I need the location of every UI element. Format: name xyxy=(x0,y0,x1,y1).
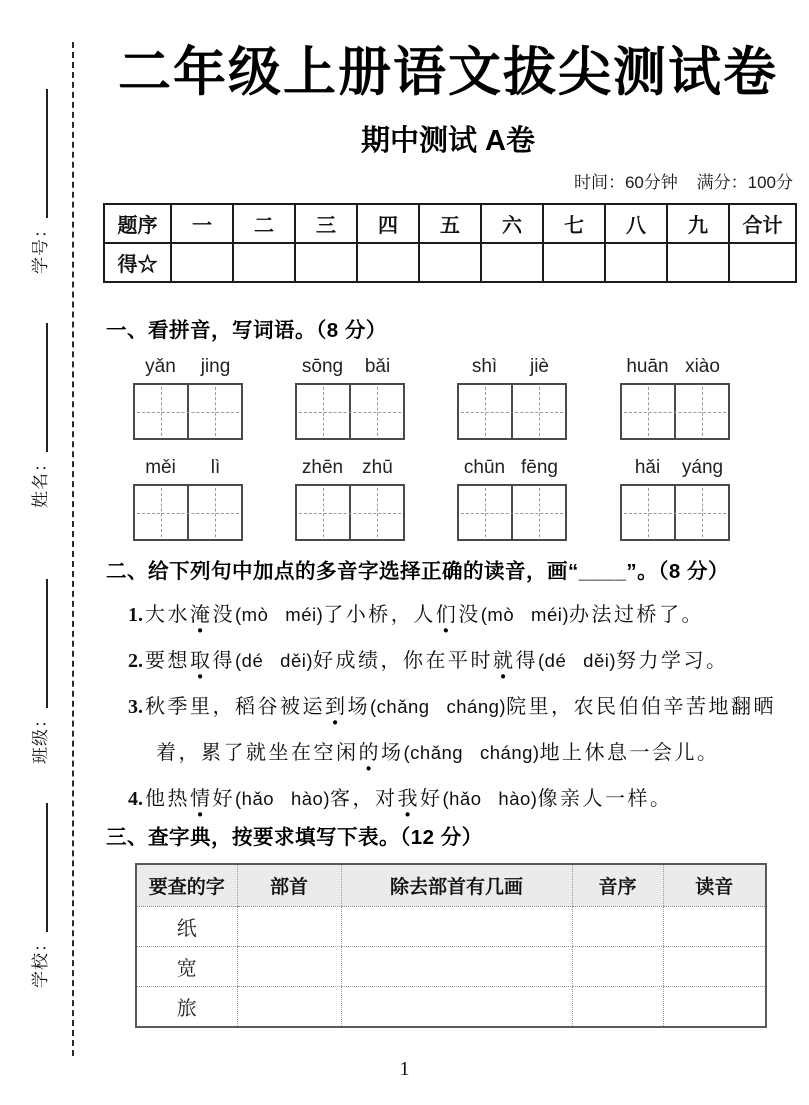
writing-box xyxy=(457,383,567,440)
sentence-item-1 xyxy=(128,592,808,638)
score-col-header: 二 xyxy=(233,204,295,243)
sentence-text: 好成绩，你在平时就 xyxy=(313,650,516,672)
score-total-header: 合计 xyxy=(729,204,796,243)
score-col-header: 七 xyxy=(543,204,605,243)
pinyin-options[interactable]: (mò méi) xyxy=(480,604,569,625)
sentence-text: 努力学习。 xyxy=(616,650,729,672)
score-cell[interactable] xyxy=(171,243,233,282)
sentence-number: 3. xyxy=(128,696,143,718)
pinyin-syllable: sōng xyxy=(301,356,344,377)
pinyin-syllable: hǎi xyxy=(634,457,661,478)
dict-answer-cell[interactable] xyxy=(663,987,766,1028)
sentence-text: 像亲人一样。 xyxy=(537,788,673,810)
sentence-text: 院里，农民伯伯辛苦地翻晒 xyxy=(506,696,777,718)
score-cell[interactable] xyxy=(295,243,357,282)
paper-title: 二年级上册语文拔尖测试卷 xyxy=(118,43,778,102)
pinyin-label xyxy=(295,356,405,380)
score-col-header: 六 xyxy=(481,204,543,243)
full-score: 满分：100分 xyxy=(696,173,793,192)
dict-answer-cell[interactable] xyxy=(237,987,341,1028)
writing-cell[interactable] xyxy=(674,486,728,539)
pinyin-options[interactable]: (chǎng cháng) xyxy=(403,742,540,763)
pinyin-label xyxy=(133,356,243,380)
sidebar-field-label: 姓名： xyxy=(31,454,50,508)
pinyin-word-group xyxy=(133,457,243,541)
polyphone-char: 好 xyxy=(419,788,443,810)
writing-box xyxy=(133,383,243,440)
score-col-header: 八 xyxy=(605,204,667,243)
score-cell[interactable] xyxy=(357,243,419,282)
sidebar-field-1 xyxy=(14,89,52,274)
score-col-header: 五 xyxy=(419,204,481,243)
pinyin-options[interactable]: (chǎng cháng) xyxy=(370,696,507,717)
dict-answer-cell[interactable] xyxy=(237,947,341,987)
pinyin-word-group xyxy=(620,457,730,541)
score-col-header: 四 xyxy=(357,204,419,243)
page-number: 1 xyxy=(399,1058,410,1080)
pinyin-syllable: jing xyxy=(200,356,231,377)
score-cell[interactable] xyxy=(667,243,729,282)
pinyin-options[interactable]: (hǎo hào) xyxy=(442,788,538,809)
writing-cell[interactable] xyxy=(297,385,349,438)
writing-cell[interactable] xyxy=(622,486,674,539)
dict-answer-cell[interactable] xyxy=(663,947,766,987)
dict-answer-cell[interactable] xyxy=(341,947,572,987)
dictionary-table xyxy=(135,863,767,1028)
dict-col-header: 音序 xyxy=(572,864,663,907)
score-table xyxy=(103,203,797,283)
writing-box xyxy=(620,383,730,440)
pinyin-label xyxy=(457,457,567,481)
writing-box xyxy=(295,383,405,440)
dict-answer-cell[interactable] xyxy=(663,907,766,947)
writing-box xyxy=(620,484,730,541)
fill-in-line[interactable] xyxy=(46,323,48,452)
sentence-item-2 xyxy=(128,638,808,684)
score-col-header: 一 xyxy=(171,204,233,243)
sentence-text: 他热情 xyxy=(145,788,213,810)
pinyin-label xyxy=(295,457,405,481)
dict-lookup-char: 宽 xyxy=(136,947,237,987)
section2-heading: 二、给下列句中加点的多音字选择正确的读音，画“____”。（8 分） xyxy=(106,560,729,583)
dict-lookup-char: 旅 xyxy=(176,998,197,1020)
pinyin-syllable: zhēn xyxy=(301,457,344,478)
writing-cell[interactable] xyxy=(674,385,728,438)
sentence-text: 客，对我 xyxy=(329,788,420,810)
sentence-item-3 xyxy=(128,684,808,776)
sentence-text: 着，累了就坐在空闲的 xyxy=(156,742,381,764)
sentence-text: 办法过桥了。 xyxy=(569,604,704,626)
writing-cell[interactable] xyxy=(187,385,241,438)
sidebar-field-label: 班级： xyxy=(31,710,50,764)
writing-cell[interactable] xyxy=(511,486,565,539)
dict-col-header: 部首 xyxy=(237,864,341,907)
pinyin-syllable: měi xyxy=(145,457,176,478)
time-score-info xyxy=(560,168,793,193)
sentence-text: 秋季里，稻谷被运到 xyxy=(145,696,348,718)
score-cell[interactable] xyxy=(543,243,605,282)
polyphone-char: 得 xyxy=(515,650,539,672)
polyphone-char: 得 xyxy=(212,650,235,672)
pinyin-syllable: yǎn xyxy=(145,356,176,377)
sidebar-field-label: 学校： xyxy=(31,934,50,988)
pinyin-label xyxy=(620,356,730,380)
pinyin-syllable: lì xyxy=(210,457,221,478)
polyphone-char: 好 xyxy=(212,788,235,810)
pinyin-syllable: zhū xyxy=(362,457,393,478)
polyphone-char: 没 xyxy=(212,604,235,626)
pinyin-syllable: huān xyxy=(626,356,669,377)
pinyin-label xyxy=(133,457,243,481)
dict-table-row-2 xyxy=(136,947,766,987)
pinyin-label xyxy=(457,356,567,380)
pinyin-syllable: jiè xyxy=(529,356,549,377)
score-cell[interactable] xyxy=(233,243,295,282)
pinyin-options[interactable]: (hǎo hào) xyxy=(235,788,330,809)
sentence-number: 4. xyxy=(128,788,143,810)
dict-lookup-char: 纸 xyxy=(136,907,237,947)
section1-heading: 一、看拼音，写词语。（8 分） xyxy=(106,319,387,342)
writing-cell[interactable] xyxy=(511,385,565,438)
sidebar-field-label: 学号： xyxy=(31,220,50,274)
writing-cell[interactable] xyxy=(297,486,349,539)
dict-table-row-1 xyxy=(136,907,766,947)
writing-cell[interactable] xyxy=(459,385,511,438)
score-col-header: 三 xyxy=(295,204,357,243)
dict-answer-cell[interactable] xyxy=(572,907,663,947)
pinyin-options[interactable]: (dé děi) xyxy=(235,650,314,671)
fill-in-line[interactable] xyxy=(46,803,48,932)
sidebar-field-4 xyxy=(14,803,52,988)
sentence-text: 了小桥，人们 xyxy=(323,604,459,626)
score-row-label: 得☆ xyxy=(104,243,171,282)
pinyin-syllable: shì xyxy=(471,356,498,377)
sentence-item-4 xyxy=(128,776,808,822)
polyphone-char: 场 xyxy=(381,742,404,764)
seal-fold-line xyxy=(72,42,74,1056)
pinyin-options[interactable]: (dé děi) xyxy=(538,650,617,671)
dict-col-header: 除去部首有几画 xyxy=(341,864,572,907)
score-header-label: 题序 xyxy=(104,204,171,243)
dict-col-header: 要查的字 xyxy=(136,864,237,907)
writing-cell[interactable] xyxy=(187,486,241,539)
pinyin-options[interactable]: (mò méi) xyxy=(235,604,324,625)
pinyin-word-group xyxy=(295,356,405,440)
writing-box xyxy=(457,484,567,541)
score-table-score-row xyxy=(104,243,796,282)
writing-box xyxy=(133,484,243,541)
polyphone-char: 场 xyxy=(347,696,370,718)
sentence-number: 1. xyxy=(128,604,143,626)
sentence-text: 要想取 xyxy=(145,650,213,672)
dict-col-header: 读音 xyxy=(663,864,766,907)
pinyin-word-group xyxy=(457,356,567,440)
dict-answer-cell[interactable] xyxy=(341,907,572,947)
dict-answer-cell[interactable] xyxy=(572,947,663,987)
fill-in-line[interactable] xyxy=(46,89,48,218)
writing-cell[interactable] xyxy=(349,385,403,438)
sentence-number: 2. xyxy=(128,650,143,672)
dict-answer-cell[interactable] xyxy=(341,987,572,1028)
sidebar-field-3 xyxy=(14,579,52,764)
score-cell[interactable] xyxy=(729,243,796,282)
score-cell[interactable] xyxy=(419,243,481,282)
section3-heading: 三、查字典，按要求填写下表。（12 分） xyxy=(106,826,483,849)
sentence-text: 地上休息一会儿。 xyxy=(539,742,720,764)
dict-table-row-3 xyxy=(136,987,766,1028)
fill-in-line[interactable] xyxy=(46,579,48,708)
polyphone-char: 没 xyxy=(458,604,481,626)
writing-cell[interactable] xyxy=(135,385,187,438)
pinyin-label xyxy=(620,457,730,481)
score-cell[interactable] xyxy=(481,243,543,282)
sidebar-field-2 xyxy=(14,323,52,508)
sentence-text: 大水淹 xyxy=(145,604,213,626)
writing-box xyxy=(295,484,405,541)
dict-answer-cell[interactable] xyxy=(237,907,341,947)
pinyin-syllable: bǎi xyxy=(364,356,391,377)
writing-cell[interactable] xyxy=(622,385,674,438)
time-limit: 时间：60分钟 xyxy=(573,173,678,192)
pinyin-word-group xyxy=(295,457,405,541)
paper-subtitle: 期中测试 A卷 xyxy=(360,125,535,157)
score-cell[interactable] xyxy=(605,243,667,282)
writing-cell[interactable] xyxy=(349,486,403,539)
pinyin-syllable: yáng xyxy=(681,457,724,478)
score-table-header-row xyxy=(104,204,796,243)
pinyin-word-group xyxy=(133,356,243,440)
pinyin-word-group xyxy=(457,457,567,541)
dict-table-header-row xyxy=(136,864,766,907)
pinyin-syllable: xiào xyxy=(685,356,720,377)
pinyin-syllable: fēng xyxy=(521,457,558,478)
score-col-header: 九 xyxy=(667,204,729,243)
pinyin-word-group xyxy=(620,356,730,440)
writing-cell[interactable] xyxy=(135,486,187,539)
dict-answer-cell[interactable] xyxy=(572,987,663,1028)
section2-sentences xyxy=(128,592,808,822)
pinyin-syllable: chūn xyxy=(463,457,506,478)
writing-cell[interactable] xyxy=(459,486,511,539)
